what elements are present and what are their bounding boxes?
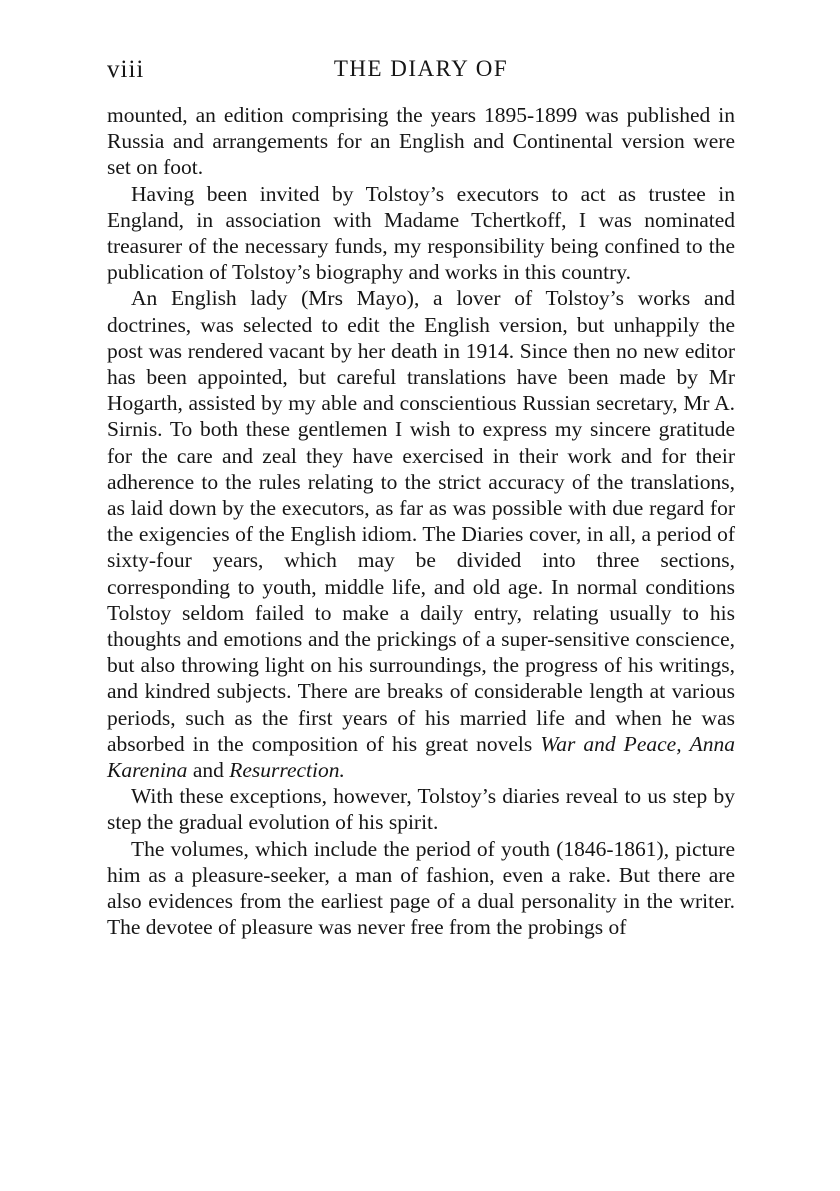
book-title-anna-karenina: Anna Karenina <box>107 731 736 783</box>
paragraph-executors: Having been invited by Tolstoy’s executors to act as trustee in England, in association with Madame Tchertkoff, I was nominated treasurer of the necessary funds, my responsibility being confined to the publication of Tolstoy’s biography and works in this country. <box>107 181 735 285</box>
book-title-war-and-peace: War and Peace, <box>540 731 682 756</box>
running-title: THE DIARY OF <box>333 56 509 81</box>
running-head <box>107 56 735 90</box>
paragraph-youth: The volumes, which include the period of youth (1846-1861), picture him as a pleasure-seeker, a man of fashion, even a rake. But there are also evidences from the earliest page of a dual personality in the writer. The devotee of pleasure was never free from the probings of <box>107 836 735 940</box>
paragraph-exceptions: With these exceptions, however, Tolstoy’s diaries reveal to us step by step the gradual evolution of his spirit. <box>107 784 735 835</box>
book-title-resurrection: Resurrection. <box>229 758 345 783</box>
paragraph-translation-text: An English lady (Mrs Mayo), a lover of Tolstoy’s works and doctrines, was selected to edit the English version, but unhappily the post was rendered vacant by her death in 1914. Since then no new editor has been appointed, but careful translations have been made by Mr Hogarth, assisted by my able and conscientious Russian secretary, Mr A. Sirnis. To both these gentlemen I wish to express my sincere gratitude for the care and zeal they have exercised in their work and for their adherence to the rules relating to the strict accuracy of the translations, as laid down by the executors, as far as was possible with due regard for the exigencies of the English idiom. The Diaries cover, in all, a period of sixty-four years, which may be divided into three sections, corresponding to youth, middle life, and old age. In normal conditions Tolstoy seldom failed to make a daily entry, relating usually to his thoughts and emotions and the prickings of a super-sensitive conscience, but also throwing light on his surroundings, the progress of his writings, and kindred subjects. There are breaks of considerable length at various periods, such as the first years of his married life and when he was absorbed in the composition of his great novels <box>107 286 735 756</box>
paragraph-continuation: mounted, an edition comprising the years 1895-1899 was published in Russia and arrangements for an English and Continental version were set on foot. <box>107 103 735 180</box>
page-number: viii <box>107 56 145 83</box>
body-text <box>107 102 735 941</box>
paragraph-translation <box>107 285 735 783</box>
conjunction: and <box>192 758 224 783</box>
